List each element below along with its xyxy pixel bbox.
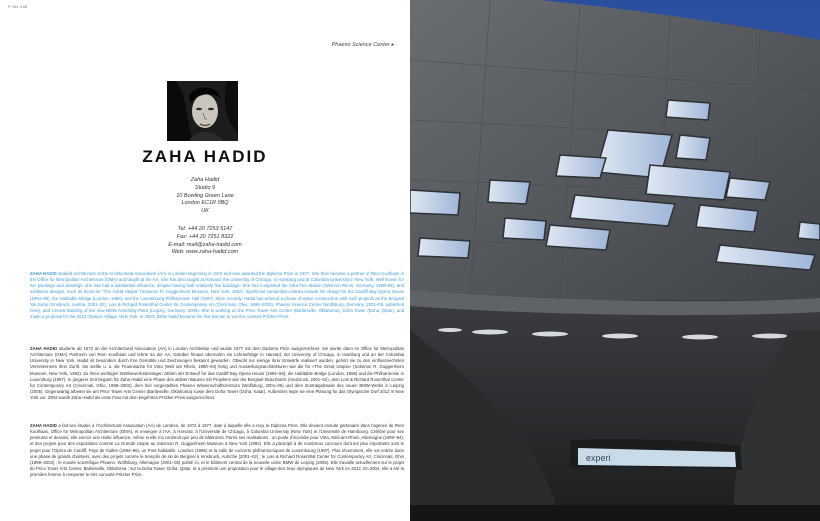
bio-text: studied architecture at the Architectural Association (AA) in London beginning in 1972 and was awarded the Diploma Prize in 1977. She then became a partner of Rem Koolhaas in the Office for Metropolitan Architecture (OMA) and taught at the AA. She has also taught at Harvard, the University of Chicago, in Hamburg and at Columbia University in New York. Well known for her paintings and drawings, she has had a substantial influence, despite having built relatively few buildings. She has completed the Vitra Fire Station (Weil-am-Rhein, Germany, 1990–94), and exhibition designs, such as those for "The Great Utopia" (Solomon R. Guggenheim Museum, New York, 1992). Significant competition entries include her design for the Cardiff Bay Opera House (1994–96), the Habitable Bridge (London, 1996), and the Luxembourg Philharmonic Hall (1997). More recently, Hadid has entered a phase of active construction with such projects as the Bergisel Ski Jump (Innsbruck, Austria, 2001–02), Lois & Richard Rosenthal Center for Contemporary Art (Cincinnati, Ohio, 1999–2003), Phaeno Science Center (Wolfsburg, Germany, 2001–05, published here), and Central Building of the new BMW Assembly Plant (Leipzig, Germany, 2005). She is working on the Price Tower Arts Center (Bartlesville, Oklahoma), Doha Tower (Doha, Qatar), and made a proposal for the 2012 Olympic Village, New York. In 2004, Zaha Hadid became the first woman to win the coveted Pritzker Prize. bbox=[30, 271, 404, 320]
web-line: Web: www.zaha-hadid.com bbox=[171, 249, 239, 256]
address-line: UK bbox=[201, 208, 209, 215]
contact-block bbox=[0, 226, 410, 257]
address-block bbox=[0, 177, 410, 216]
running-head-marker: ▸ bbox=[391, 42, 394, 48]
photo-signage: experi bbox=[586, 453, 611, 463]
portrait-photo-icon bbox=[167, 81, 238, 141]
bio-german bbox=[30, 346, 404, 401]
fax-line: Fax: +44 20 7251 8322 bbox=[176, 233, 234, 240]
concrete-facade-photo-icon bbox=[410, 0, 820, 521]
bio-english bbox=[30, 271, 404, 320]
address-line: Studio 9 bbox=[194, 184, 216, 191]
running-head bbox=[332, 42, 394, 48]
page-folio: P 154 /155 bbox=[8, 4, 28, 9]
bio-name: ZAHA HADID bbox=[30, 346, 58, 351]
address-line: London EC1R 0BQ bbox=[181, 200, 229, 207]
bio-text: a fait ses études à l'Architectural Association (AA) de Londres, de 1972 à 1977, date à laquelle elle a reçu le Diploma Prize. Elle devient ensuite partenaire dans l'agence de Rem Koolhaas, Office for Metropolitan Architecture (OMA), et enseigne à l'AA, à Harvard, à l'Université de Chicago, à Columbia University (New York) et l'Université de Hambourg. Célèbre pour ses peintures et dessins, elle exerce une réelle influence, même si elle n'a construit que peu de bâtiments. Parmi ses réalisations : un poste d'incendie pour Vitra, Weil-am-Rhein, Allemagne (1990–94), et des projets pour des expositions comme La Grande Utopie au Solomon R. Guggenheim Museum à New York (1992). Elle a participé à de nombreux concours dont les plus importants sont le projet pour l'Opéra de Cardiff, Pays de Galles (1994–96), un Pont habitable, Londres (1996) et la salle de concerts philharmoniques de Luxembourg (1997). Plus récemment, elle est entrée dans une phase de grands chantiers, avec des projets comme le tremplin de ski de Bergisel à Innsbruck, Autriche (2001–02) ; le Lois & Richard Rosenthal Center for Contemporary Art, Cincinnati, Ohio (1999–2003) ; le musée scientifique Phaeno, Wolfsburg, Allemagne (2001–05) publié ici, et le bâtiment central de la nouvelle usine BMW de Leipzig (2005). Elle travaille actuellement sur le projet du Price Tower Arts Center, Bartlesville, Oklahoma ; sur la Doha Tower, Doha, Qatar, et a présenté une proposition pour le village des Jeux olympiques de New York en 2012. En 2004, elle a été la première femme à remporter le très convoité Pritzker Prize. bbox=[30, 423, 404, 478]
phone-line: Tel: +44 20 7253 5147 bbox=[177, 226, 233, 232]
running-head-title: Phaeno Science Center bbox=[331, 42, 390, 48]
address-line: 10 Bowling Green Lane bbox=[176, 192, 234, 199]
bio-french bbox=[30, 423, 404, 478]
architect-name: ZAHA HADID bbox=[142, 147, 268, 166]
email-line: E-mail: mail@zaha-hadid.com bbox=[168, 241, 242, 248]
bio-name: ZAHA HADID bbox=[30, 271, 57, 276]
bio-name: ZAHA HADID bbox=[30, 423, 57, 428]
address-line: Zaha Hadid bbox=[190, 177, 220, 183]
right-page bbox=[410, 0, 820, 521]
bio-text: studierte ab 1972 an der Architectural Association (AA) in London Architektur und wurde 1977 mit dem Diploma Prize ausgezeichnet. Sie wurde dann im Office for Metropolitan Architecture (OMA) Partnerin von Rem Koolhaas und lehrte an der AA. Darüber hinaus übernahm sie Lehraufträge in Harvard, der University of Chicago, in Hamburg und an der Columbia University in New York. Hadid ist besonders durch ihre Gemälde und Zeichnungen bekannt geworden. Obwohl nur wenige ihrer Entwürfe realisiert wurden, gehört sie zu den einflussreichsten Vertreterinnen ihrer Zunft. Sie stellte u. a. die Feuerwache für Vitra (Weil am Rhein, 1990–94) fertig und Ausstellungsarchitekturen wie die für »The Great Utopia« (Solomon R. Guggenheim Museum, New York, 1992). Zu ihren wichtigen Wettbewerbsbeiträgen zählen der Entwurf für das Cardiff Bay Opera House (1994–96), die Habitable Bridge (London, 1996) und die Philharmonie in Luxemburg (1997). In jüngerer Zeit begann für Zaha Hadid eine Phase des aktiven Bauens mit Projekten wie der Bergisel-Skischanze (Innsbruck, 2001–02), dem Lois & Richard Rosenthal Center for Contemporary Art (Cincinnati, Ohio, 1999–2003), dem hier vorgestellten Phaeno Wissenschaftszentrum (Wolfsburg, 2001–05) und dem Zentralgebäude des neuen BMW-Werks in Leipzig (2005). Gegenwärtig arbeitet sie am Price Tower Arts Center (Bartlesville, Oklahoma) sowie dem Doha Tower (Doha, Katar). Außerdem legte sie eine Planung für das Olympische Dorf 2012 in New York vor. 2004 wurde Zaha Hadid als erste Frau mit dem begehrten Pritzker-Preis ausgezeichnet. bbox=[30, 346, 404, 401]
